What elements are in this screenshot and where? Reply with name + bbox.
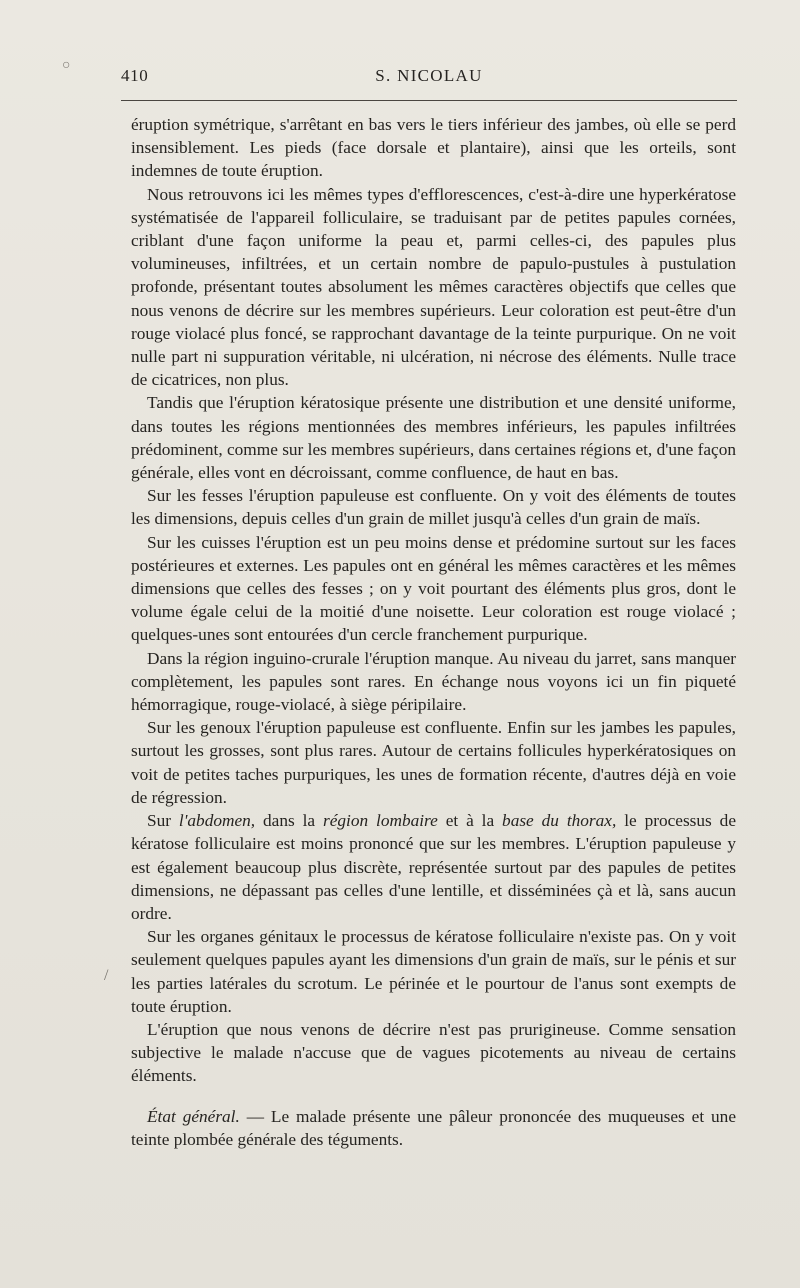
stray-pen-mark: / [104, 967, 109, 984]
paragraph: Sur les cuisses l'éruption est un peu moins dense et prédomine surtout sur les faces postérieures et externes. Les papules ont en général les mêmes caractères et les mêmes dimensions que celles des fesses ; on y voit pourtant des éléments plus gros, dont le volume égale celui de la moitié d'une noisette. Leur coloration est rouge violacé ; quelques-unes sont entourées d'un cercle franchement purpurique. [131, 532, 736, 645]
running-title: S. NICOLAU [375, 66, 483, 85]
body-text [131, 113, 736, 1151]
italic-term: l'abdomen, [178, 811, 256, 831]
paragraph: Nous retrouvons ici les mêmes types d'efflorescences, c'est-à-dire une hyperkératose systématisée de l'appareil folliculaire, se traduisant par de petites papules cornées, criblant d'une façon uniforme la peau et, parmi celles-ci, des papules plus volumineuses, infiltrées, et un certain nombre de papulo-pustules à pustulation profonde, présentant toutes absolument les mêmes caractères objectifs que celles que nous venons de décrire sur les membres supérieurs. Leur coloration est peut-être d'un rouge violacé plus foncé, se rapprochant davantage de la teinte purpurique. On ne voit nulle part ni suppuration véritable, ni ulcération, ni nécrose des éléments. Nulle trace de cicatrices, non plus. [131, 184, 736, 390]
paragraph: Dans la région inguino-crurale l'éruption manque. Au niveau du jarret, sans manquer complètement, les papules sont rares. En échange nous voyons ici un fin piqueté hémorragique, rouge-violacé, à siège péripilaire. [131, 648, 736, 715]
paragraph: Sur les organes génitaux le processus de kératose folliculaire n'existe pas. On y voit seulement quelques papules ayant les dimensions d'un grain de maïs, sur le pénis et sur les parties latérales du scrotum. Le périnée et le pourtour de l'anus sont exempts de toute éruption. [131, 927, 736, 1016]
page-header [121, 63, 737, 89]
paragraph: L'éruption que nous venons de décrire n'est pas prurigineuse. Comme sensation subjective le malade n'accuse que de vagues picotements au niveau de certains éléments. [131, 1019, 736, 1086]
paragraph-text: le processus de kératose folliculaire est moins prononcé que sur les membres. L'éruption papuleuse y est également beaucoup plus discrète, représentée surtout par des papules de petites dimensions, ne dépassant pas celles d'une lentille, et disséminées çà et là, sans aucun ordre. [131, 811, 736, 923]
paragraph-text: et à la [437, 811, 503, 831]
paragraph: Tandis que l'éruption kératosique présente une distribution et une densité uniforme, dans toutes les régions mentionnées des membres inférieurs, les papules infiltrées prédominent, comme sur les membres supérieurs, dans certaines régions et, d'une façon générale, elles vont en décroissant, comme confluence, de haut en bas. [131, 393, 736, 483]
italic-term: région lombaire [322, 811, 438, 831]
italic-term: base du thorax, [502, 811, 617, 831]
page-number: 410 [121, 66, 149, 85]
paragraph: éruption symétrique, s'arrêtant en bas vers le tiers inférieur des jambes, où elle se perd insensiblement. Les pieds (face dorsale et plantaire), ainsi que les orteils, sont indemnes de toute éruption. [131, 115, 736, 181]
header-rule [121, 100, 737, 101]
paragraph-text: Sur [147, 811, 179, 831]
paragraph-text: dans la [255, 811, 323, 831]
paragraph-text: — Le malade présente une pâleur prononcée des muqueuses et une teinte plombée générale des téguments. [131, 1106, 736, 1149]
stray-ring-mark: ○ [62, 58, 71, 73]
paragraph: Sur les fesses l'éruption papuleuse est confluente. On y voit des éléments de toutes les dimensions, depuis celles d'un grain de millet jusqu'à celles d'un grain de maïs. [131, 486, 736, 529]
paragraph [131, 1105, 736, 1151]
paragraph: Sur les genoux l'éruption papuleuse est confluente. Enfin sur les jambes les papules, surtout les grosses, sont plus rares. Autour de certains follicules hyperkératosiques on voit de petites taches purpuriques, les unes de formation récente, d'autres déjà en voie de régression. [131, 718, 736, 807]
section-heading: État général. [147, 1106, 240, 1126]
paragraph [131, 809, 736, 925]
